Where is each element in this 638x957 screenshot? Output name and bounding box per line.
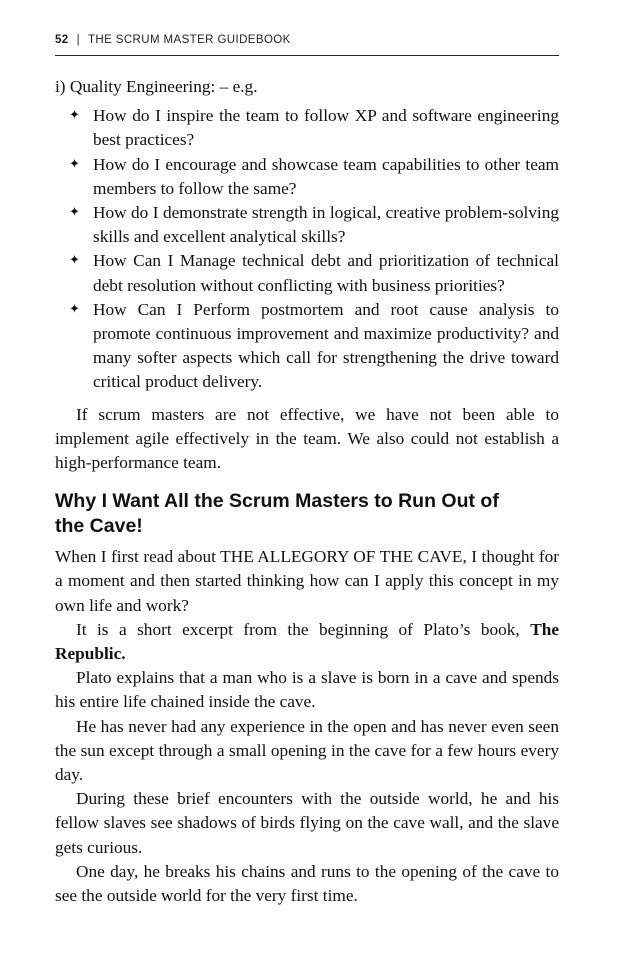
question-list — [55, 104, 559, 394]
list-item-text: How do I encourage and showcase team capabilities to other team members to follow the same? — [93, 154, 559, 198]
paragraph: He has never had any experience in the open and has never even seen the sun except through a small opening in the cave for a few hours every day. — [55, 716, 559, 785]
bullet-star-icon: ✦ — [69, 205, 80, 221]
list-item — [69, 298, 559, 395]
list-item — [69, 104, 559, 152]
bullet-star-icon: ✦ — [69, 156, 80, 172]
paragraph-text: It is a short excerpt from the beginning of Plato’s book, — [76, 619, 531, 639]
book-title-bold: The Republic. — [55, 619, 559, 664]
header-separator: | — [76, 34, 80, 46]
list-item-text: How do I demonstrate strength in logical, creative problem-solving skills and excellent analytical skills? — [93, 203, 559, 247]
page-number: 52 — [55, 34, 69, 46]
list-item-text: How Can I Perform postmortem and root cause analysis to promote continuous improvement and maximize productivity? and many softer aspects which call for strengthening the drive toward critical product delivery. — [93, 299, 559, 392]
bullet-star-icon: ✦ — [69, 253, 80, 269]
list-intro: i) Quality Engineering: – e.g. — [55, 77, 258, 96]
bullet-star-icon: ✦ — [69, 301, 80, 317]
list-item — [69, 153, 559, 201]
list-item-text: How Can I Manage technical debt and prioritization of technical debt resolution without conflicting with business priorities? — [93, 251, 559, 295]
list-item-text: How do I inspire the team to follow XP and software engineering best practices? — [93, 106, 559, 150]
header-rule — [55, 55, 559, 56]
paragraph: Plato explains that a man who is a slave is born in a cave and spends his entire life chained inside the cave. — [55, 668, 559, 712]
list-item — [69, 249, 559, 297]
page-body — [55, 75, 559, 908]
running-header — [55, 34, 559, 46]
bullet-star-icon: ✦ — [69, 108, 80, 124]
paragraph: One day, he breaks his chains and runs to the opening of the cave to see the outside world for the very first time. — [55, 861, 559, 906]
paragraph: If scrum masters are not effective, we have not been able to implement agile effectively in the team. We also could not establish a high-performance team. — [55, 404, 559, 473]
paragraph — [55, 618, 559, 666]
section-heading: Why I Want All the Scrum Masters to Run Out of the Cave! — [55, 490, 499, 538]
book-title: THE SCRUM MASTER GUIDEBOOK — [87, 34, 291, 46]
paragraph: When I first read about THE ALLEGORY OF THE CAVE, I thought for a moment and then started thinking how can I apply this concept in my own life and work? — [55, 547, 559, 615]
paragraph: During these brief encounters with the outside world, he and his fellow slaves see shadows of birds flying on the cave wall, and the slave gets curious. — [55, 789, 559, 857]
list-item — [69, 201, 559, 249]
